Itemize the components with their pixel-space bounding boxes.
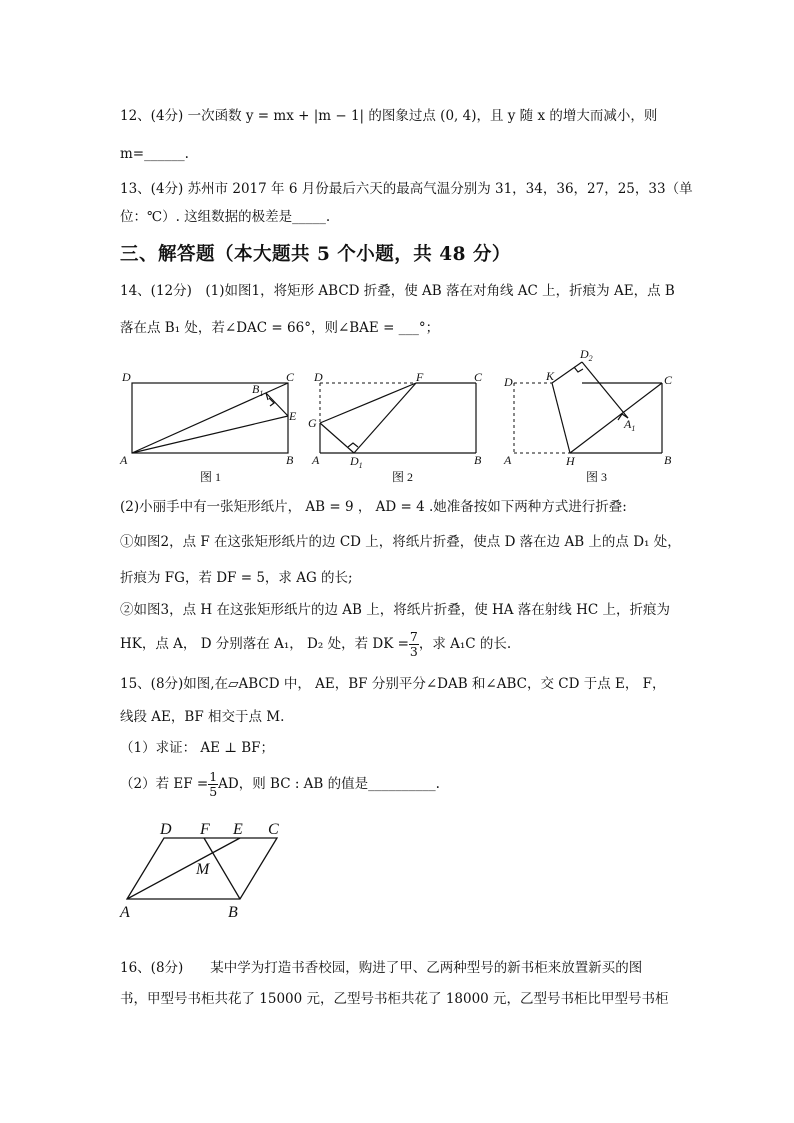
q14-part2-2b-post: ，求 A₁C 的长. <box>418 636 512 652</box>
svg-text:D: D <box>504 375 513 389</box>
svg-text:M: M <box>196 861 210 878</box>
fraction-numerator: 1 <box>209 769 218 784</box>
q15-line2: 线段 AE，BF 相交于点 M. <box>120 709 285 725</box>
q14-part2-2b <box>120 628 511 660</box>
svg-text:K: K <box>546 369 555 383</box>
q12-line2: m=______. <box>120 146 189 162</box>
svg-text:A: A <box>120 904 130 921</box>
fraction-one-fifth <box>208 770 218 799</box>
q14-part2-2a: ②如图3，点 H 在这张矩形纸片的边 AB 上，将纸片折叠，使 HA 落在射线 HC 上，折痕为 <box>120 602 670 618</box>
svg-text:A1: $A_1$ <box>624 417 636 433</box>
svg-text:A: A <box>504 453 512 467</box>
q16-line2: 书，甲型号书柜共花了 15000 元，乙型号书柜共花了 18000 元，乙型号书柜比甲型号书柜 <box>120 991 669 1007</box>
svg-text:C: C <box>268 821 279 838</box>
svg-text:C: C <box>286 370 295 384</box>
fraction-numerator: 7 <box>409 629 418 644</box>
svg-text:B: B <box>474 453 482 467</box>
fraction-denominator: 3 <box>409 644 418 659</box>
svg-text:D1: $D_1$ <box>350 454 363 470</box>
q15-sub2-pre: （2）若 EF = <box>120 776 209 792</box>
svg-text:D: D <box>122 370 131 384</box>
svg-text:E: E <box>289 409 297 423</box>
q15-sub2 <box>120 768 440 800</box>
svg-text:B1: $B_1$ <box>252 382 264 398</box>
svg-text:C: C <box>664 373 673 387</box>
svg-text:B: B <box>664 453 672 467</box>
figure-2-caption: 图 2 <box>392 470 414 484</box>
q14-part2-2b-pre: HK，点 A， D 分别落在 A₁， D₂ 处，若 DK = <box>120 636 409 652</box>
q14-part2-1b: 折痕为 FG，若 DF = 5，求 AG 的长; <box>120 570 353 586</box>
fraction-seven-thirds <box>409 630 419 659</box>
figure-1 <box>118 368 308 488</box>
figure-3-caption: 图 3 <box>586 470 608 484</box>
svg-text:G: G <box>308 416 317 430</box>
section-heading: 三、解答题（本大题共 5 个小题，共 48 分） <box>120 244 511 265</box>
svg-text:F: F <box>416 370 424 384</box>
svg-text:A: A <box>312 453 320 467</box>
q14-part2-1a: ①如图2，点 F 在这张矩形纸片的边 CD 上，将纸片折叠，使点 D 落在边 AB 上的点 D₁ 处， <box>120 534 681 550</box>
svg-text:E: E <box>233 821 243 838</box>
q15-sub2-post: AD，则 BC : AB 的值是__________. <box>218 776 440 792</box>
svg-text:A: A <box>120 453 128 467</box>
q14-part2-intro: (2)小丽手中有一张矩形纸片， AB = 9 ， AD = 4 .她准备按如下两种方式进行折叠: <box>120 499 627 515</box>
svg-text:D2: $D_2$ <box>580 348 593 363</box>
svg-text:F: F <box>200 821 210 838</box>
figure-1-caption: 图 1 <box>200 470 222 484</box>
svg-text:B: B <box>228 904 238 921</box>
figure-2 <box>306 368 496 488</box>
q12-line1: 12、(4分) 一次函数 y = mx + |m − 1| 的图象过点 (0, 4)，且 y 随 x 的增大而减小，则 <box>120 108 658 124</box>
svg-text:D: D <box>160 821 172 838</box>
q14-line2: 落在点 B₁ 处，若∠DAC = 66°，则∠BAE = ___°； <box>120 320 440 336</box>
q14-line1: 14、(12分) (1)如图1，将矩形 ABCD 折叠，使 AB 落在对角线 AC 上，折痕为 AE，点 B <box>120 283 675 299</box>
q13-line2: 位：℃）. 这组数据的极差是_____. <box>120 209 331 225</box>
q15-sub1: （1）求证： AE ⊥ BF； <box>120 740 275 756</box>
svg-text:C: C <box>474 370 483 384</box>
q15-line1: 15、(8分)如图,在▱ABCD 中， AE，BF 分别平分∠DAB 和∠ABC，交 CD 于点 E， F， <box>120 676 666 692</box>
fraction-denominator: 5 <box>209 784 218 799</box>
svg-text:B: B <box>286 453 294 467</box>
figure-parallelogram <box>112 816 292 922</box>
svg-text:H: H <box>566 454 575 468</box>
q16-line1: 16、(8分) 某中学为打造书香校园，购进了甲、乙两种型号的新书柜来放置新买的图 <box>120 960 643 976</box>
svg-text:D: D <box>314 370 323 384</box>
q13-line1: 13、(4分) 苏州市 2017 年 6 月份最后六天的最高气温分别为 31，34，36，27，25，33（单 <box>120 181 693 197</box>
figure-3 <box>500 348 686 488</box>
